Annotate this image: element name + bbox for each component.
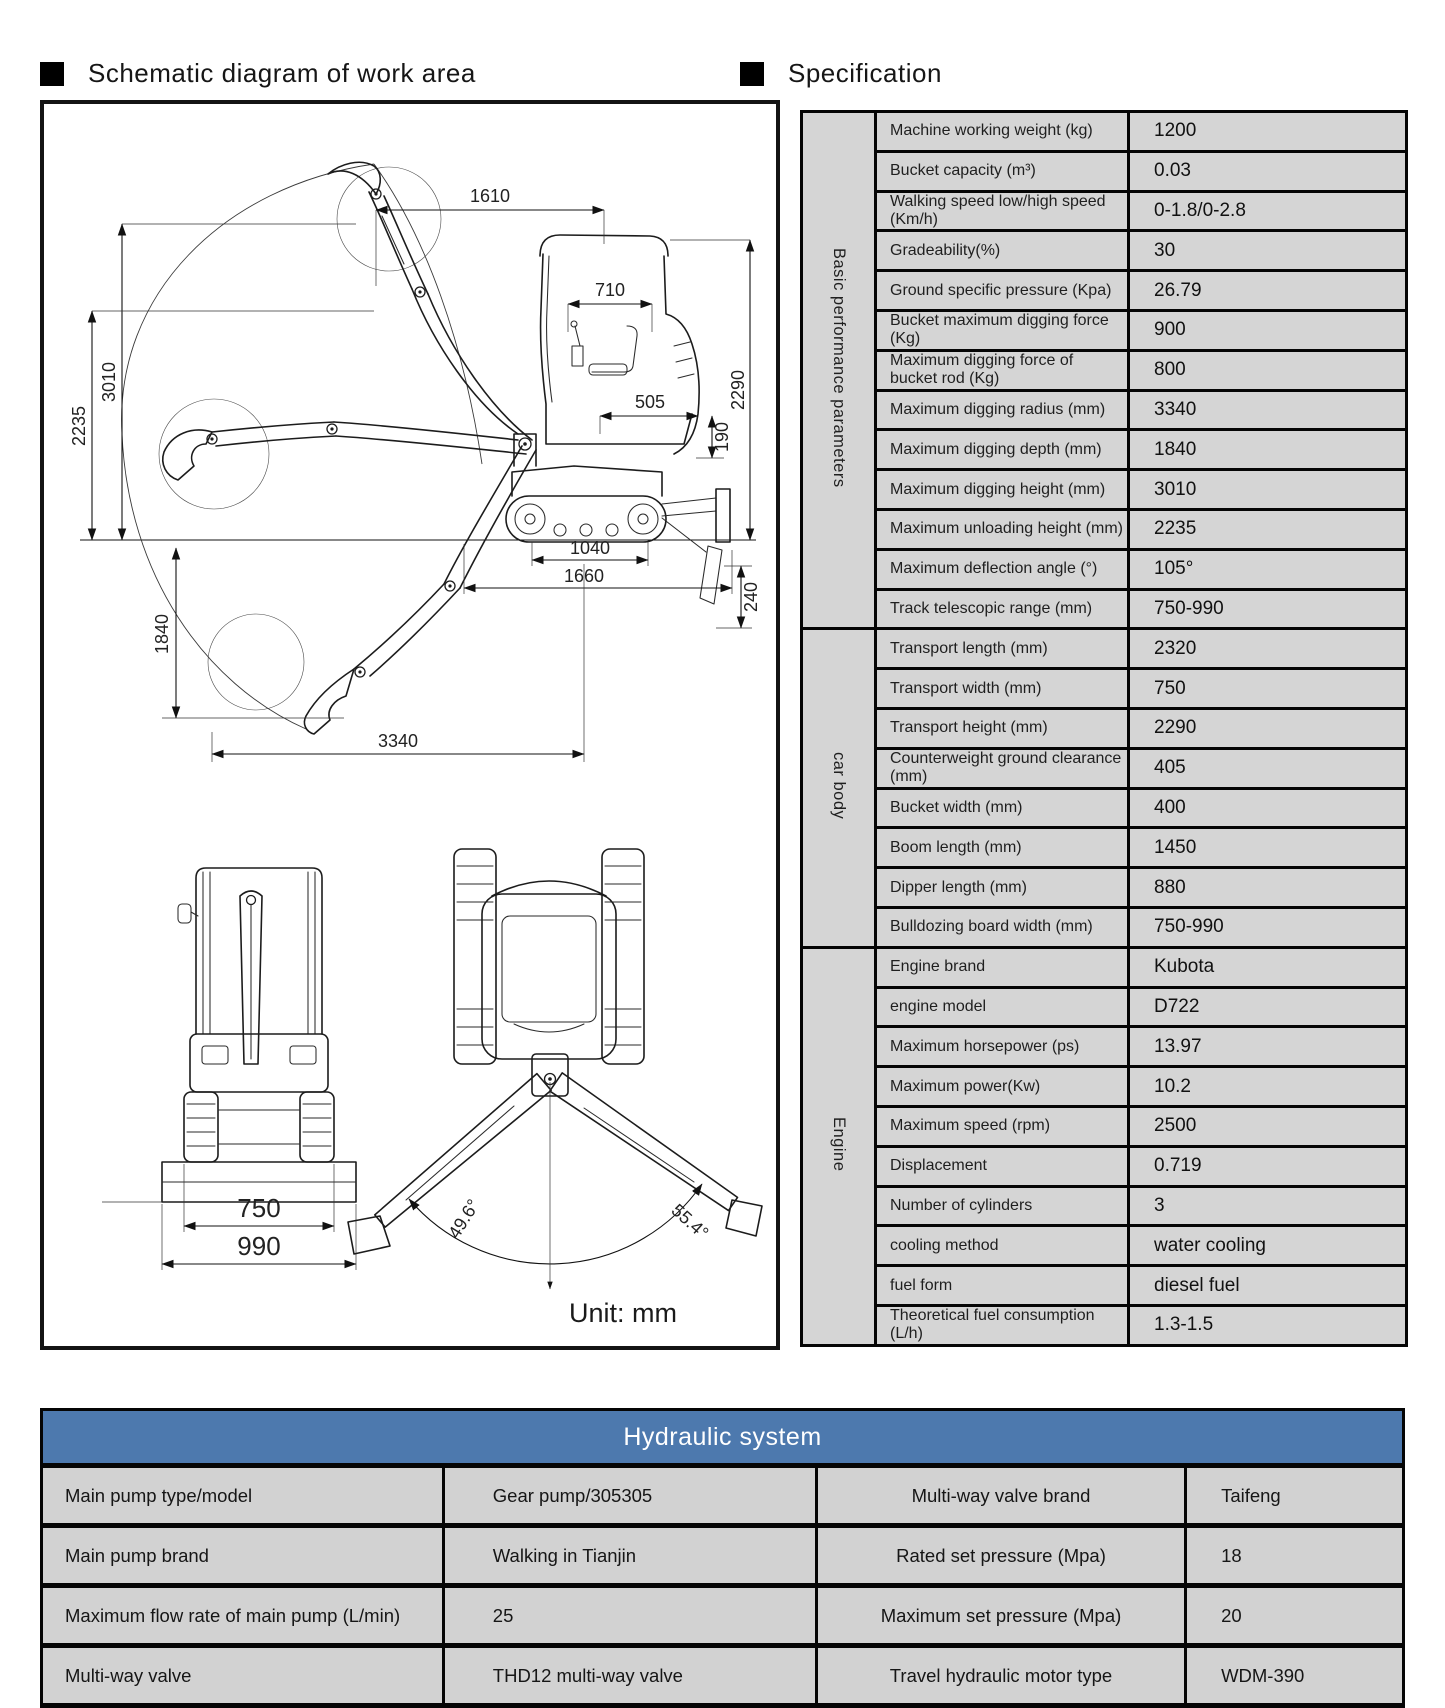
- hydraulic-param-name: Main pump type/model: [42, 1466, 444, 1526]
- section-bullet-icon: [40, 62, 64, 86]
- spec-param-value: 26.79: [1129, 271, 1407, 311]
- dim-3340: 3340: [377, 731, 419, 751]
- spec-row: [802, 987, 1407, 1027]
- spec-row: [802, 669, 1407, 709]
- spec-param-value: 1840: [1129, 430, 1407, 470]
- hydraulic-param-value: 20: [1186, 1586, 1404, 1646]
- hydraulic-param-value: 25: [443, 1586, 816, 1646]
- hydraulic-param-name: Multi-way valve: [42, 1646, 444, 1706]
- hydraulic-param-value: THD12 multi-way valve: [443, 1646, 816, 1706]
- spec-param-name: Maximum power(Kw): [876, 1067, 1129, 1107]
- spec-param-name: Maximum digging depth (mm): [876, 430, 1129, 470]
- spec-param-value: 1450: [1129, 828, 1407, 868]
- spec-param-value: 2290: [1129, 708, 1407, 748]
- dim-505: 505: [634, 392, 666, 412]
- spec-param-value: 750: [1129, 669, 1407, 709]
- schematic-title-text: Schematic diagram of work area: [88, 58, 476, 88]
- spec-param-value: water cooling: [1129, 1226, 1407, 1266]
- specification-table: [800, 110, 1408, 1347]
- dim-angle-left: 49.6°: [444, 1195, 484, 1243]
- spec-row: [802, 112, 1407, 152]
- spec-row: [802, 350, 1407, 390]
- spec-table-body: [802, 112, 1407, 1346]
- specification-title-text: Specification: [788, 58, 942, 88]
- spec-param-name: Maximum unloading height (mm): [876, 509, 1129, 549]
- spec-param-value: 2320: [1129, 629, 1407, 669]
- side-view-excavator: [80, 162, 756, 734]
- dim-1840: 1840: [152, 613, 172, 655]
- spec-row: [802, 748, 1407, 788]
- spec-row: [802, 828, 1407, 868]
- hydraulic-table: [40, 1408, 1405, 1708]
- spec-row: [802, 1146, 1407, 1186]
- section-bullet-icon: [740, 62, 764, 86]
- spec-row: [802, 907, 1407, 947]
- spec-param-name: Engine brand: [876, 947, 1129, 987]
- spec-row: [802, 708, 1407, 748]
- spec-row: [802, 271, 1407, 311]
- dim-3010: 3010: [99, 361, 119, 403]
- spec-param-name: Number of cylinders: [876, 1186, 1129, 1226]
- dim-1610: 1610: [469, 186, 511, 206]
- dim-190: 190: [712, 421, 732, 453]
- hydraulic-row: [42, 1526, 1404, 1586]
- hydraulic-table-title: Hydraulic system: [42, 1410, 1404, 1466]
- spec-param-value: 750-990: [1129, 907, 1407, 947]
- spec-param-name: Boom length (mm): [876, 828, 1129, 868]
- spec-param-name: Transport length (mm): [876, 629, 1129, 669]
- spec-row: [802, 1226, 1407, 1266]
- spec-section-label: Basic performance parameters: [802, 112, 876, 629]
- spec-row: [802, 390, 1407, 430]
- spec-param-value: 880: [1129, 868, 1407, 908]
- spec-row: [802, 1106, 1407, 1146]
- spec-param-name: Transport height (mm): [876, 708, 1129, 748]
- dim-1040: 1040: [569, 538, 611, 558]
- dim-750: 750: [237, 1193, 281, 1223]
- spec-row: [802, 947, 1407, 987]
- spec-param-name: Maximum digging force of bucket rod (Kg): [876, 350, 1129, 390]
- hydraulic-param-value: WDM-390: [1186, 1646, 1404, 1706]
- top-view-excavator: [348, 849, 762, 1289]
- spec-param-name: Machine working weight (kg): [876, 112, 1129, 152]
- spec-param-value: 900: [1129, 310, 1407, 350]
- spec-param-value: 3340: [1129, 390, 1407, 430]
- spec-param-value: 13.97: [1129, 1027, 1407, 1067]
- spec-row: [802, 1186, 1407, 1226]
- spec-param-value: 1.3-1.5: [1129, 1305, 1407, 1345]
- spec-param-name: Dipper length (mm): [876, 868, 1129, 908]
- dim-710: 710: [594, 280, 626, 300]
- spec-param-value: 3: [1129, 1186, 1407, 1226]
- hydraulic-param-value: Gear pump/305305: [443, 1466, 816, 1526]
- spec-row: [802, 629, 1407, 669]
- spec-row: [802, 509, 1407, 549]
- spec-param-name: Maximum horsepower (ps): [876, 1027, 1129, 1067]
- specification-section-title: [740, 58, 942, 89]
- spec-param-name: Bucket capacity (m³): [876, 151, 1129, 191]
- spec-param-name: Walking speed low/high speed (Km/h): [876, 191, 1129, 231]
- spec-row: [802, 1266, 1407, 1306]
- spec-param-value: 0.719: [1129, 1146, 1407, 1186]
- spec-param-name: Displacement: [876, 1146, 1129, 1186]
- dim-990: 990: [237, 1231, 281, 1261]
- spec-param-name: engine model: [876, 987, 1129, 1027]
- spec-param-name: Maximum digging radius (mm): [876, 390, 1129, 430]
- spec-param-name: fuel form: [876, 1266, 1129, 1306]
- spec-param-value: 30: [1129, 231, 1407, 271]
- hydraulic-row: [42, 1646, 1404, 1706]
- dim-angle-right: 55.4°: [667, 1199, 713, 1244]
- spec-param-name: Bucket width (mm): [876, 788, 1129, 828]
- spec-section-label: car body: [802, 629, 876, 947]
- spec-param-value: 3010: [1129, 470, 1407, 510]
- spec-param-name: Counterweight ground clearance (mm): [876, 748, 1129, 788]
- spec-param-name: Track telescopic range (mm): [876, 589, 1129, 629]
- hydraulic-row: [42, 1466, 1404, 1526]
- spec-param-name: Theoretical fuel consumption (L/h): [876, 1305, 1129, 1345]
- hydraulic-param-name: Maximum flow rate of main pump (L/min): [42, 1586, 444, 1646]
- spec-row: [802, 470, 1407, 510]
- spec-param-name: Maximum deflection angle (°): [876, 549, 1129, 589]
- spec-param-value: 1200: [1129, 112, 1407, 152]
- spec-param-name: Bucket maximum digging force (Kg): [876, 310, 1129, 350]
- spec-param-name: Gradeability(%): [876, 231, 1129, 271]
- unit-note: Unit: mm: [569, 1298, 677, 1328]
- hydraulic-table-body: [42, 1466, 1404, 1706]
- spec-param-value: 2235: [1129, 509, 1407, 549]
- spec-param-value: 405: [1129, 748, 1407, 788]
- spec-row: [802, 589, 1407, 629]
- spec-param-value: 400: [1129, 788, 1407, 828]
- spec-row: [802, 1067, 1407, 1107]
- spec-param-value: diesel fuel: [1129, 1266, 1407, 1306]
- spec-row: [802, 310, 1407, 350]
- dim-2235: 2235: [69, 405, 89, 447]
- spec-row: [802, 430, 1407, 470]
- work-area-schematic-panel: [40, 100, 780, 1350]
- hydraulic-param-name: Rated set pressure (Mpa): [816, 1526, 1185, 1586]
- spec-row: [802, 191, 1407, 231]
- hydraulic-param-name: Multi-way valve brand: [816, 1466, 1185, 1526]
- hydraulic-param-value: Walking in Tianjin: [443, 1526, 816, 1586]
- dim-240: 240: [741, 581, 761, 613]
- spec-param-value: 105°: [1129, 549, 1407, 589]
- spec-section-label: Engine: [802, 947, 876, 1345]
- schematic-section-title: [40, 58, 476, 89]
- hydraulic-param-name: Travel hydraulic motor type: [816, 1646, 1185, 1706]
- spec-param-value: Kubota: [1129, 947, 1407, 987]
- front-view-excavator: [102, 868, 356, 1270]
- spec-row: [802, 151, 1407, 191]
- spec-row: [802, 868, 1407, 908]
- spec-param-value: D722: [1129, 987, 1407, 1027]
- spec-param-value: 2500: [1129, 1106, 1407, 1146]
- spec-param-value: 800: [1129, 350, 1407, 390]
- spec-param-name: Bulldozing board width (mm): [876, 907, 1129, 947]
- hydraulic-row: [42, 1586, 1404, 1646]
- spec-param-value: 750-990: [1129, 589, 1407, 629]
- hydraulic-param-name: Main pump brand: [42, 1526, 444, 1586]
- hydraulic-param-value: Taifeng: [1186, 1466, 1404, 1526]
- spec-row: [802, 788, 1407, 828]
- spec-param-name: cooling method: [876, 1226, 1129, 1266]
- hydraulic-param-name: Maximum set pressure (Mpa): [816, 1586, 1185, 1646]
- excavator-work-area-drawing: [44, 104, 776, 1346]
- spec-row: [802, 1027, 1407, 1067]
- spec-param-name: Ground specific pressure (Kpa): [876, 271, 1129, 311]
- spec-row: [802, 549, 1407, 589]
- spec-row: [802, 1305, 1407, 1345]
- spec-param-name: Maximum speed (rpm): [876, 1106, 1129, 1146]
- hydraulic-param-value: 18: [1186, 1526, 1404, 1586]
- spec-row: [802, 231, 1407, 271]
- spec-param-name: Maximum digging height (mm): [876, 470, 1129, 510]
- spec-param-value: 10.2: [1129, 1067, 1407, 1107]
- dim-1660: 1660: [563, 566, 605, 586]
- spec-param-value: 0-1.8/0-2.8: [1129, 191, 1407, 231]
- spec-param-value: 0.03: [1129, 151, 1407, 191]
- spec-param-name: Transport width (mm): [876, 669, 1129, 709]
- dim-2290: 2290: [728, 369, 748, 411]
